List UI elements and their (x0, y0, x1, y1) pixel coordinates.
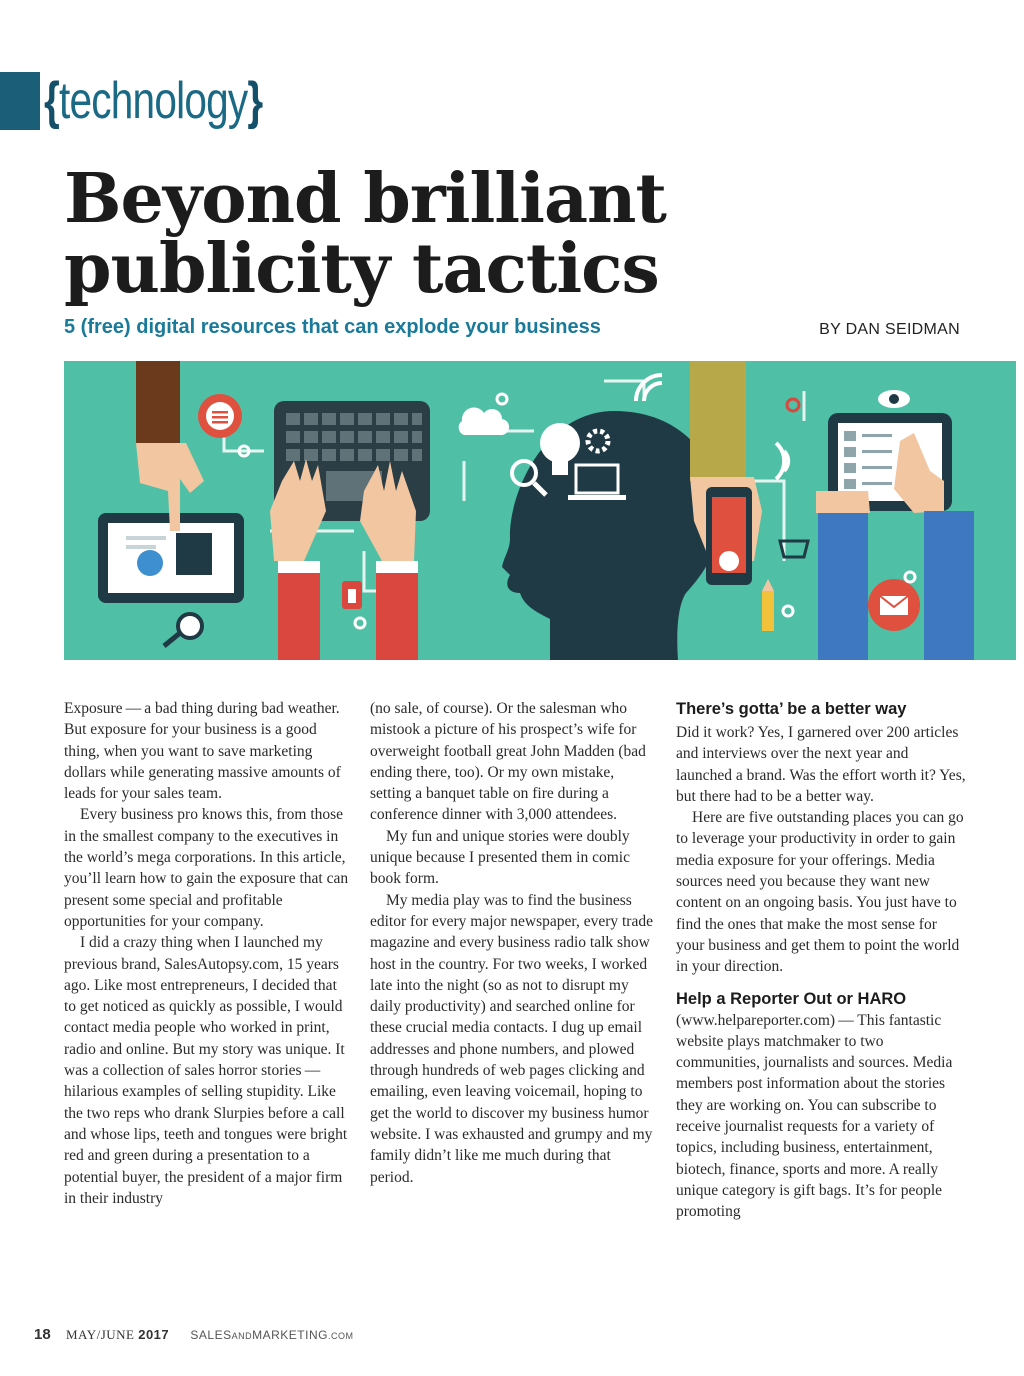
issue-date (66, 1327, 169, 1342)
section-label-text: technology (59, 72, 248, 130)
paragraph: Exposure — a bad thing during bad weather. But exposure for your business is a good thing, when you want to save marketing dollars while generating massive amounts of leads for your sales team. (64, 700, 341, 803)
smartphone-illustration (706, 487, 752, 585)
hero-illustration (64, 361, 1016, 660)
article-column-2 (370, 698, 656, 1188)
publication-site (190, 1328, 353, 1342)
section-close-brace: } (247, 72, 263, 130)
mail-icon (868, 579, 920, 631)
article-headline: Beyond brilliant publicity tactics (64, 159, 666, 309)
section-color-bar (0, 72, 40, 130)
section-heading: Help a Reporter Out or HARO (676, 989, 907, 1008)
article-column-3 (676, 698, 966, 1223)
page-number: 18 (34, 1326, 51, 1343)
section-heading: There’s gotta’ be a better way (676, 700, 907, 718)
paragraph: I did a crazy thing when I launched my previous brand, SalesAutopsy.com, 15 years ago. Like most entrepreneurs, I decided that to get noticed as quickly as possible, I would contact media people who worked in print, radio and online. But my story was unique. It was a collection of sales horror stories — hilarious examples of selling stupidity. Like the two reps who drank Slurpies before a call and whose lips, teeth and tongues were bright red and green during a presentation to a potential buyer, the president of a major firm in their industry (64, 934, 348, 1207)
page-footer (34, 1326, 353, 1343)
paragraph: Every business pro knows this, from those in the smallest company to the executives in the world’s mega corporations. In this article, you’ll learn how to gain the exposure that can present some special and profitable opportunities for your company. (64, 806, 349, 930)
paragraph: My fun and unique stories were doubly unique because I presented them in comic book form. (370, 827, 630, 888)
paragraph: (www.helpareporter.com) — This fantastic website plays matchmaker to two communities, journalists and sources. Media members post information about the stories they are working on. You can subscribe to receive journalist requests for a variety of topics, including business, entertainment, biotech, finance, sports and more. A really unique category is gift bags. It’s for people promoting (676, 1011, 953, 1221)
paragraph: Did it work? Yes, I garnered over 200 articles and interviews over the next year and launched a brand. Was the effort worth it? Yes, but there had to be a better way. (676, 724, 966, 805)
issue-year: 2017 (138, 1327, 170, 1342)
site-part: .COM (327, 1331, 354, 1341)
section-label (44, 66, 262, 136)
site-part: MARKETING (252, 1328, 328, 1342)
paragraph: Here are five outstanding places you can go to leverage your productivity in order to gain media exposure for your offerings. Media sources need you because they want new content on an ongoing basis. You just have to find the ones that make the most sense for your business and get them to point the world in your direction. (676, 809, 964, 976)
paragraph: My media play was to find the business editor for every major newspaper, every trade magazine and every business radio talk show host in the country. For two weeks, I worked late into the night (so as not to disrupt my daily productivity) and searched online for these crucial media contacts. I dug up email addresses and phone numbers, and plowed through hundreds of web pages clicking and emailing, even leaving voicemail, hoping to get the world to discover my business humor website. I was exhausted and grumpy and my family didn’t like me much during that period. (370, 891, 653, 1186)
article-subhead: 5 (free) digital resources that can explode your business (64, 316, 601, 338)
site-part: SALES (190, 1328, 232, 1342)
issue-month: MAY/JUNE (65, 1327, 135, 1342)
section-open-brace: { (44, 72, 60, 130)
paragraph: (no sale, of course). Or the salesman who mistook a picture of his prospect’s wife for overweight football great John Madden (bad ending there, too). Or my own mistake, setting a banquet table on fire during a conference dinner with 3,000 attendees. (370, 700, 646, 824)
article-column-1 (64, 698, 350, 1209)
site-part: AND (231, 1331, 253, 1341)
article-byline: BY DAN SEIDMAN (819, 321, 960, 338)
